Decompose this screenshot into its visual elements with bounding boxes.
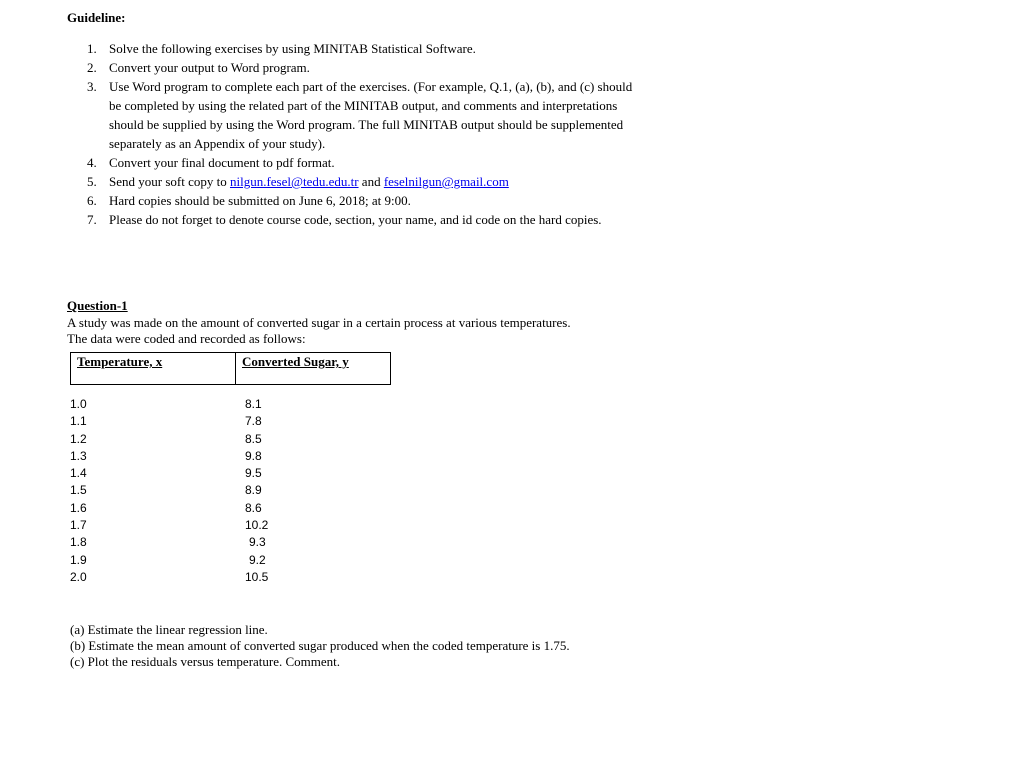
guideline-list <box>84 39 644 229</box>
item-number: 5. <box>87 174 97 189</box>
item-number: 6. <box>87 193 97 208</box>
sugar-value: 7.8 <box>245 414 262 429</box>
table-row <box>70 500 370 517</box>
email-link-gmail[interactable]: feselnilgun@gmail.com <box>383 174 509 189</box>
temperature-value: 1.4 <box>70 466 87 481</box>
temperature-value: 1.1 <box>70 414 87 429</box>
table-row <box>70 534 370 551</box>
table-row <box>70 448 370 465</box>
table-row <box>70 517 370 534</box>
guideline-title: Guideline: <box>67 10 126 25</box>
table-row <box>70 413 370 430</box>
question-text <box>67 315 667 347</box>
column-header-converted-sugar: Converted Sugar, y <box>242 354 349 369</box>
sugar-value: 9.2 <box>249 552 266 567</box>
item-text: Use Word program to complete each part of the exercises. (For example, Q.1, (a), (b), and (c) should be completed by using the related part of the MINITAB output, and comments and interpretations should be supplied by using the Word program. The full MINITAB output should be supplemented separately as an Appendix of your study). <box>109 79 633 151</box>
guideline-item <box>84 172 644 191</box>
temperature-value: 1.3 <box>70 448 87 463</box>
guideline-item <box>84 191 644 210</box>
part-a: (a) Estimate the linear regression line. <box>70 622 268 637</box>
item-text: Convert your final document to pdf format. <box>109 155 335 170</box>
question-line-2: The data were coded and recorded as follows: <box>67 331 306 346</box>
table-row <box>70 396 370 413</box>
item-text: Send your soft copy to <box>109 174 230 189</box>
sugar-value: 8.9 <box>245 483 262 498</box>
temperature-value: 1.5 <box>70 483 87 498</box>
question-title: Question-1 <box>67 298 128 313</box>
data-table-body <box>70 396 370 586</box>
table-row <box>70 431 370 448</box>
guideline-item <box>84 210 644 229</box>
temperature-value: 1.8 <box>70 535 87 550</box>
question-parts <box>70 622 690 670</box>
item-number: 4. <box>87 155 97 170</box>
temperature-value: 1.9 <box>70 552 87 567</box>
item-number: 7. <box>87 212 97 227</box>
temperature-value: 1.0 <box>70 397 87 411</box>
guideline-item <box>84 77 644 153</box>
item-text-mid: and <box>358 174 384 189</box>
table-row <box>70 465 370 482</box>
guideline-item <box>84 39 644 58</box>
sugar-value: 8.1 <box>245 397 262 411</box>
sugar-value: 8.6 <box>245 500 262 515</box>
question-line-1: A study was made on the amount of converted sugar in a certain process at various temperatures. <box>67 315 571 330</box>
item-text: Solve the following exercises by using MINITAB Statistical Software. <box>109 41 476 56</box>
sugar-value: 9.8 <box>245 448 262 463</box>
item-number: 1. <box>87 41 97 56</box>
table-row <box>70 482 370 499</box>
temperature-value: 1.7 <box>70 518 87 533</box>
part-c: (c) Plot the residuals versus temperature. Comment. <box>70 654 341 669</box>
item-text: Hard copies should be submitted on June 6, 2018; at 9:00. <box>109 193 411 208</box>
temperature-value: 2.0 <box>70 569 87 584</box>
item-text: Convert your output to Word program. <box>109 60 310 75</box>
sugar-value: 10.5 <box>245 569 269 584</box>
sugar-value: 9.5 <box>245 466 262 481</box>
item-number: 3. <box>87 79 97 94</box>
item-number: 2. <box>87 60 97 75</box>
guideline-item <box>84 153 644 172</box>
email-link-tedu[interactable]: nilgun.fesel@tedu.edu.tr <box>229 174 359 189</box>
sugar-value: 9.3 <box>249 535 266 550</box>
sugar-value: 10.2 <box>245 518 269 533</box>
temperature-value: 1.6 <box>70 500 87 515</box>
table-row <box>70 569 370 586</box>
table-row <box>70 552 370 569</box>
guideline-item <box>84 58 644 77</box>
data-table-header <box>70 352 391 385</box>
sugar-value: 8.5 <box>245 431 262 446</box>
temperature-value: 1.2 <box>70 431 87 446</box>
part-b: (b) Estimate the mean amount of converted sugar produced when the coded temperature is 1.75. <box>70 638 570 653</box>
item-text: Please do not forget to denote course code, section, your name, and id code on the hard copies. <box>109 212 602 227</box>
column-header-temperature: Temperature, x <box>71 353 236 384</box>
